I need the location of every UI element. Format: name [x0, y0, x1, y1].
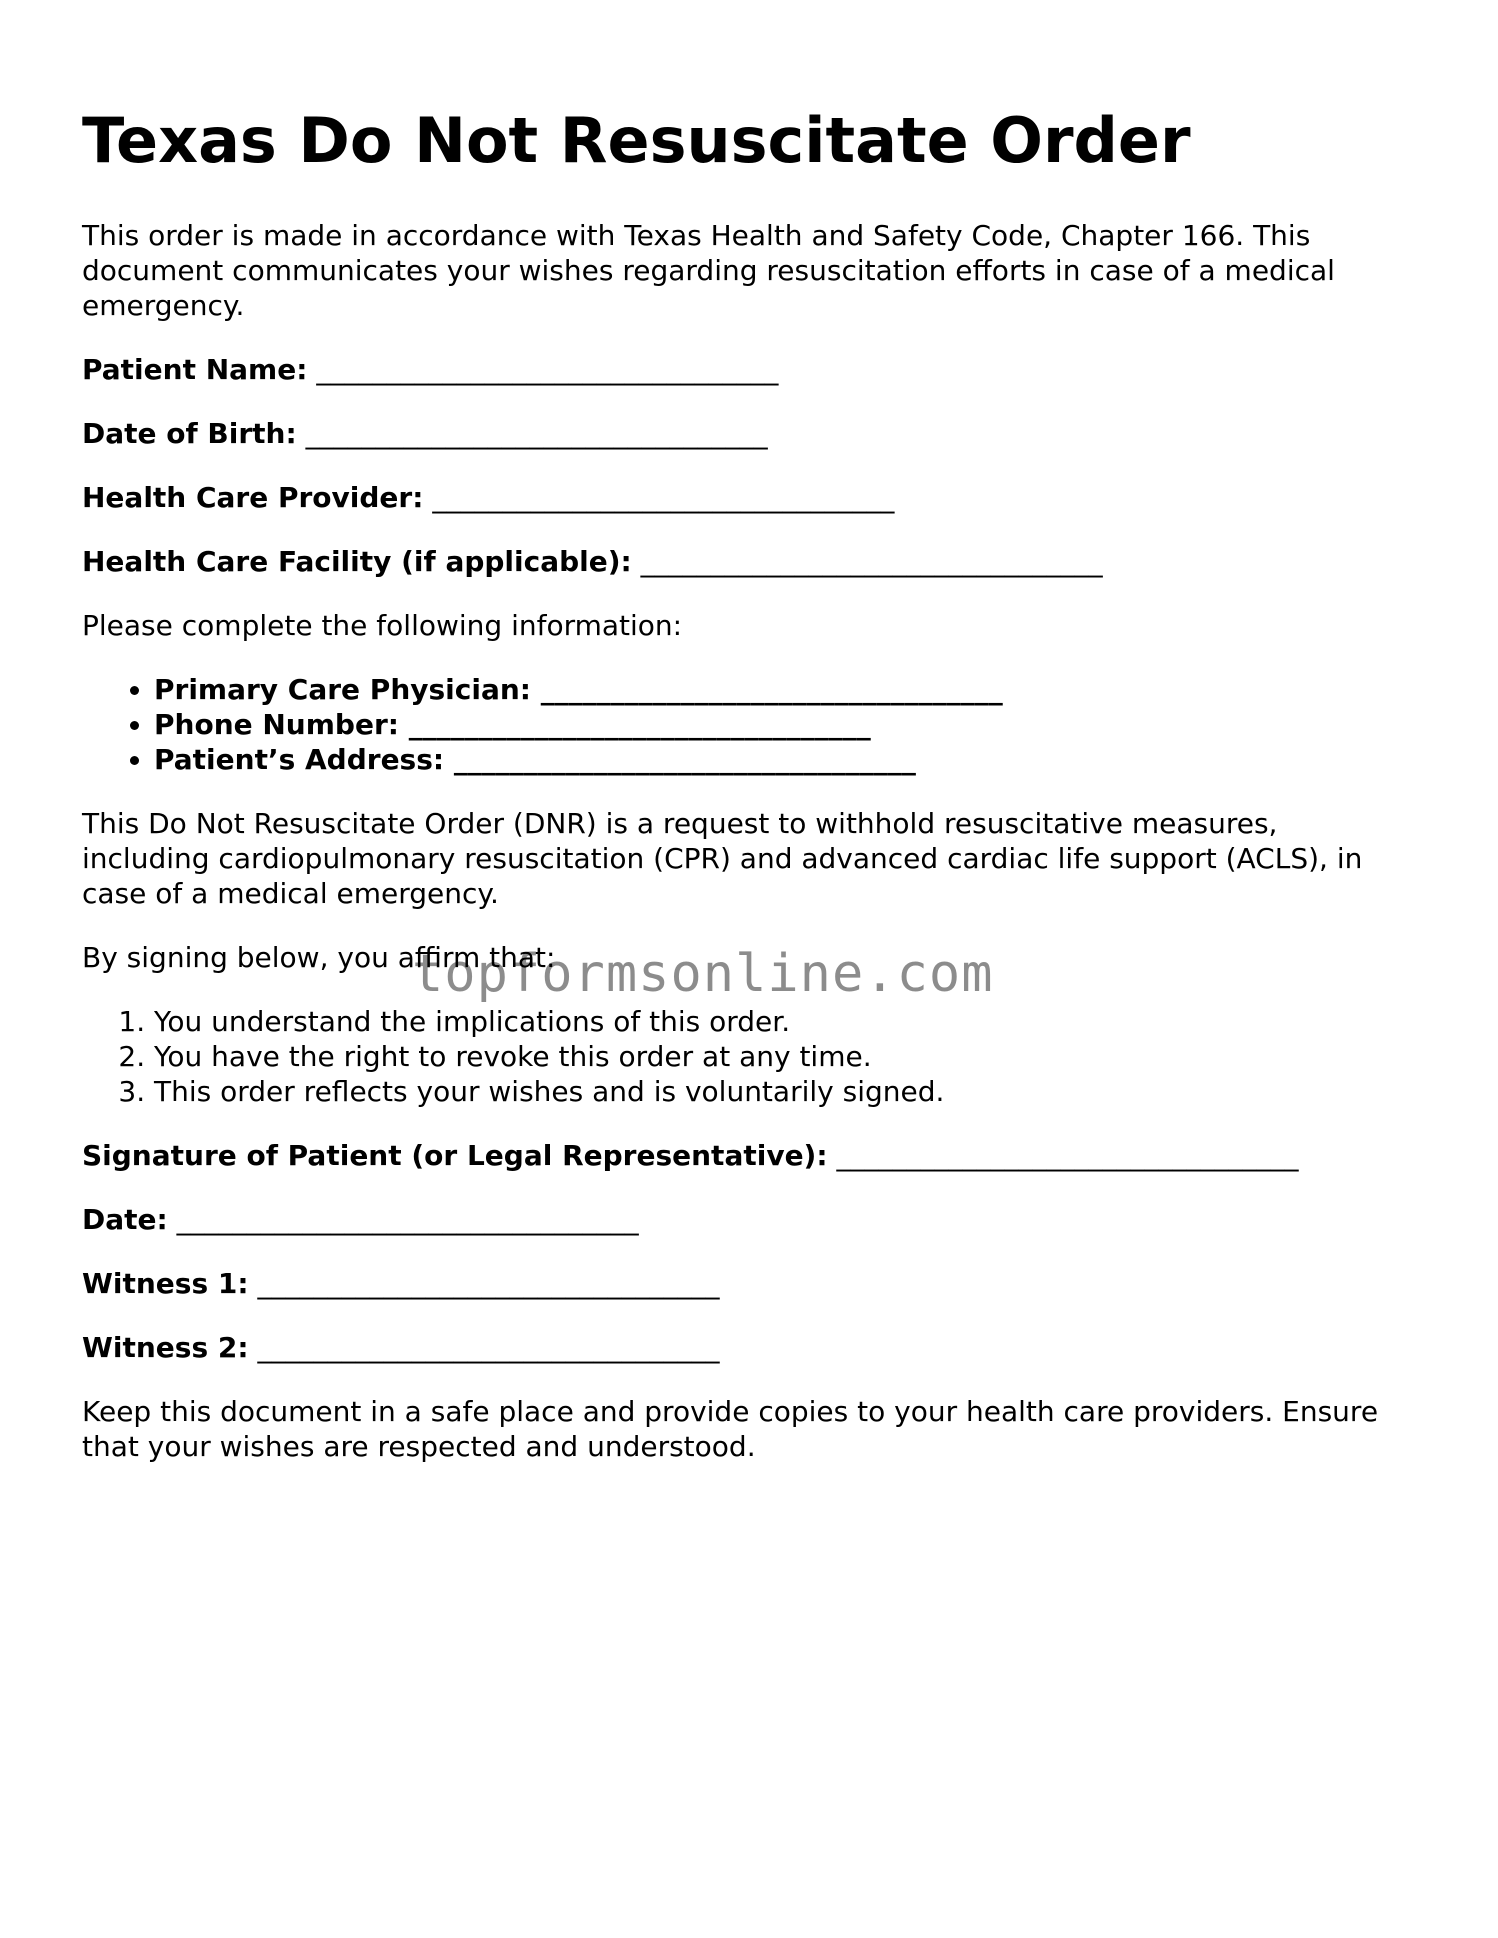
fill-in-blank: _________________________________ [836, 1139, 1299, 1172]
list-item: 2. You have the right to revoke this order at any time. [154, 1039, 1412, 1074]
field-label: Primary Care Physician: [154, 673, 531, 706]
fill-in-blank: _________________________________ [176, 1203, 639, 1236]
document-title: Texas Do Not Resuscitate Order [82, 104, 1191, 177]
intro-paragraph: This order is made in accordance with Texas Health and Safety Code, Chapter 166. This document communicates your wishes regarding resuscitation efforts in case of a medical emergency. [82, 219, 1335, 322]
field-label: Patient’s Address: [154, 743, 445, 776]
affirm-intro: By signing below, you affirm that: [82, 941, 556, 974]
document-page [82, 104, 1412, 1493]
fill-in-blank: _________________________________ [540, 673, 1003, 706]
patient-name-field [82, 352, 1412, 387]
date-field [82, 1202, 1412, 1237]
fill-in-blank: _________________________________ [640, 545, 1103, 578]
fill-in-blank: _________________________________ [257, 1331, 720, 1364]
complete-prompt: Please complete the following information: [82, 609, 683, 642]
witness-1-field [82, 1266, 1412, 1301]
field-label: Health Care Provider: [82, 481, 424, 514]
signature-field [82, 1138, 1412, 1173]
field-label: Phone Number: [154, 708, 399, 741]
info-list [82, 672, 1412, 777]
fill-in-blank: _________________________________ [453, 743, 916, 776]
health-care-facility-field [82, 544, 1412, 579]
field-label: Witness 2: [82, 1331, 249, 1364]
field-label: Date of Birth: [82, 417, 297, 450]
closing-paragraph: Keep this document in a safe place and provide copies to your health care providers. Ensure that your wishes are respected and understood. [82, 1395, 1379, 1463]
fill-in-blank: _________________________________ [408, 708, 871, 741]
field-label: Date: [82, 1203, 168, 1236]
fill-in-blank: _________________________________ [257, 1267, 720, 1300]
fill-in-blank: _________________________________ [305, 417, 768, 450]
dnr-description: This Do Not Resuscitate Order (DNR) is a request to withhold resuscitative measures, including cardiopulmonary resuscitation (CPR) and advanced cardiac life support (ACLS), in case of a medical emergency. [82, 807, 1363, 910]
health-care-provider-field [82, 480, 1412, 515]
list-item: 1. You understand the implications of this order. [154, 1004, 1412, 1039]
list-item-primary-care-physician [154, 672, 1412, 707]
list-item: 3. This order reflects your wishes and is voluntarily signed. [154, 1074, 1412, 1109]
list-item-phone-number [154, 707, 1412, 742]
date-of-birth-field [82, 416, 1412, 451]
watermark: topformsonline.com [412, 944, 994, 1004]
fill-in-blank: _________________________________ [432, 481, 895, 514]
field-label: Witness 1: [82, 1267, 249, 1300]
field-label: Patient Name: [82, 353, 308, 386]
field-label: Health Care Facility (if applicable): [82, 545, 632, 578]
witness-2-field [82, 1330, 1412, 1365]
field-label: Signature of Patient (or Legal Representative): [82, 1139, 828, 1172]
list-item-patient-address [154, 742, 1412, 777]
affirmations-list [82, 1004, 1412, 1109]
fill-in-blank: _________________________________ [316, 353, 779, 386]
